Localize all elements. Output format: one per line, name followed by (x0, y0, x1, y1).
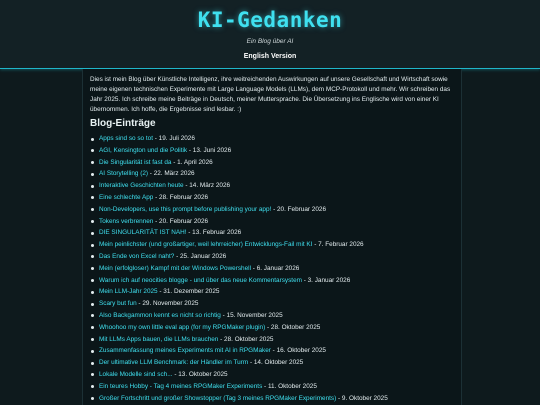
intro-paragraph: Dies ist mein Blog über Künstliche Intelligenz, ihre weitreichenden Auswirkungen auf unsere Gesellschaft und Wirtschaft sowie meine eigenen technischen Experimente mit Large Language Models (LLMs), dem MCP-Protokoll und mehr. Wir schreiben das Jahr 2025. Ich schreibe meine Beiträge in Deutsch, meiner Muttersprache. Die Übersetzung ins Englische wird von einer KI übernommen. Ich hoffe, die Ergebnisse sind lesbar. :) (90, 76, 451, 113)
list-item (90, 275, 461, 287)
bullet-icon (91, 244, 94, 247)
site-title: KI-Gedanken (197, 8, 343, 32)
post-date: - 28. Februar 2026 (153, 193, 209, 201)
post-link[interactable]: Der ultimative LLM Benchmark: der Händler im Turm (99, 359, 249, 367)
post-link[interactable]: Whoohoo my own little eval app (for my RPGMaker plugin) (99, 323, 266, 331)
post-link[interactable]: AI Storytelling (2) (99, 170, 149, 178)
list-item (90, 251, 461, 263)
bullet-icon (91, 362, 94, 365)
blog-post-list (90, 133, 461, 404)
bullet-icon (91, 185, 94, 188)
list-item (90, 345, 461, 357)
post-date: - 13. Juni 2026 (187, 146, 232, 154)
post-date: - 14. März 2026 (183, 182, 231, 190)
bullet-icon (91, 279, 94, 282)
list-item (90, 381, 461, 393)
bullet-icon (91, 338, 94, 341)
post-date: - 13. Februar 2026 (186, 229, 242, 237)
bullet-icon (91, 373, 94, 376)
post-date: - 16. Oktober 2025 (270, 347, 326, 355)
post-date: - 9. Oktober 2025 (336, 394, 388, 402)
post-date: - 29. November 2025 (136, 300, 199, 308)
post-link[interactable]: AGI, Kensington und die Politik (99, 146, 188, 154)
post-date: - 28. Oktober 2025 (265, 323, 321, 331)
post-date: - 19. Juli 2026 (153, 135, 195, 142)
english-version-link[interactable]: English Version (243, 53, 297, 60)
post-link[interactable]: Zusammenfassung meines Experiments mit AI in RPGMaker (99, 347, 271, 355)
post-date: - 25. Januar 2026 (174, 252, 227, 260)
post-link[interactable]: Tokens verbrennen (99, 217, 154, 225)
post-date: - 1. April 2026 (171, 158, 213, 166)
post-date: - 11. Oktober 2025 (262, 382, 317, 390)
list-item (90, 216, 461, 228)
post-link[interactable]: Das Ende von Excel naht? (99, 252, 175, 260)
post-date: - 22. März 2026 (148, 170, 195, 178)
post-link[interactable]: Die Singularität ist fast da (99, 158, 172, 166)
list-item (90, 192, 461, 204)
bullet-icon (91, 161, 94, 164)
list-item (90, 334, 461, 346)
post-link[interactable]: Ein teures Hobby - Tag 4 meines RPGMaker Experiments (99, 382, 263, 390)
list-item (90, 322, 461, 334)
post-link[interactable]: Non-Developers, use this prompt before publishing your app! (99, 205, 272, 213)
main-content (82, 69, 462, 405)
post-link[interactable]: Mein LLM-Jahr 2025 (99, 288, 158, 296)
list-item (90, 227, 461, 239)
post-date: - 3. Januar 2026 (301, 276, 351, 284)
post-link[interactable]: Mit LLMs Apps bauen, die LLMs brauchen (99, 335, 219, 343)
list-item (90, 286, 461, 298)
post-link[interactable]: Interaktive Geschichten heute (99, 182, 184, 190)
post-link[interactable]: Eine schlechte App (99, 193, 154, 201)
post-link[interactable]: Also Backgammon kennt es nicht so richtig (99, 311, 221, 319)
bullet-icon (91, 220, 94, 223)
post-date: - 13. Oktober 2025 (172, 370, 228, 378)
list-item (90, 263, 461, 275)
list-item (90, 239, 461, 251)
post-link[interactable]: Apps sind so so tot (99, 135, 153, 142)
blog-entries-heading: Blog-Einträge (90, 118, 156, 129)
bullet-icon (91, 173, 94, 176)
post-date: - 15. November 2025 (220, 311, 283, 319)
post-date: - 7. Februar 2026 (312, 241, 364, 249)
site-header (0, 0, 540, 69)
post-date: - 31. Dezember 2025 (157, 288, 220, 296)
bullet-icon (91, 326, 94, 329)
bullet-icon (91, 208, 94, 211)
post-link[interactable]: Mein (erfolgloser) Kampf mit der Windows Powershell (99, 264, 252, 272)
list-item (90, 180, 461, 192)
list-item (90, 145, 461, 157)
post-date: - 28. Oktober 2025 (218, 335, 274, 343)
bullet-icon (91, 303, 94, 306)
bullet-icon (91, 196, 94, 199)
post-link[interactable]: Warum ich auf neocities blogge - und über das neue Kommentarsystem (99, 276, 302, 284)
bullet-icon (91, 138, 94, 141)
post-date: - 20. Februar 2026 (153, 217, 209, 225)
post-link[interactable]: Lokale Modelle sind sch... (99, 370, 173, 378)
post-link[interactable]: Mein peinlichster (und großartiger, weil lehrreicher) Entwicklungs-Fail mit KI (99, 241, 313, 249)
bullet-icon (91, 267, 94, 270)
bullet-icon (91, 385, 94, 388)
list-item (90, 133, 461, 145)
post-link[interactable]: Großer Fortschritt und großer Showstopper (Tag 3 meines RPGMaker Experiments) (99, 394, 337, 402)
post-date: - 6. Januar 2026 (251, 264, 300, 272)
list-item (90, 157, 461, 169)
bullet-icon (91, 350, 94, 353)
post-date: - 14. Oktober 2025 (248, 359, 304, 367)
bullet-icon (91, 255, 94, 258)
list-item (90, 310, 461, 322)
bullet-icon (91, 149, 94, 152)
list-item (90, 168, 461, 180)
list-item (90, 393, 461, 405)
bullet-icon (91, 232, 94, 235)
post-link[interactable]: DIE SINGULARITÄT IST NAH! (99, 229, 187, 237)
bullet-icon (91, 314, 94, 317)
list-item (90, 369, 461, 381)
bullet-icon (91, 291, 94, 294)
list-item (90, 204, 461, 216)
bullet-icon (91, 397, 94, 400)
list-item (90, 357, 461, 369)
list-item (90, 298, 461, 310)
post-date: - 20. Februar 2026 (271, 205, 327, 213)
site-subtitle: Ein Blog über AI (246, 38, 294, 45)
post-link[interactable]: Scary but fun (99, 300, 137, 308)
